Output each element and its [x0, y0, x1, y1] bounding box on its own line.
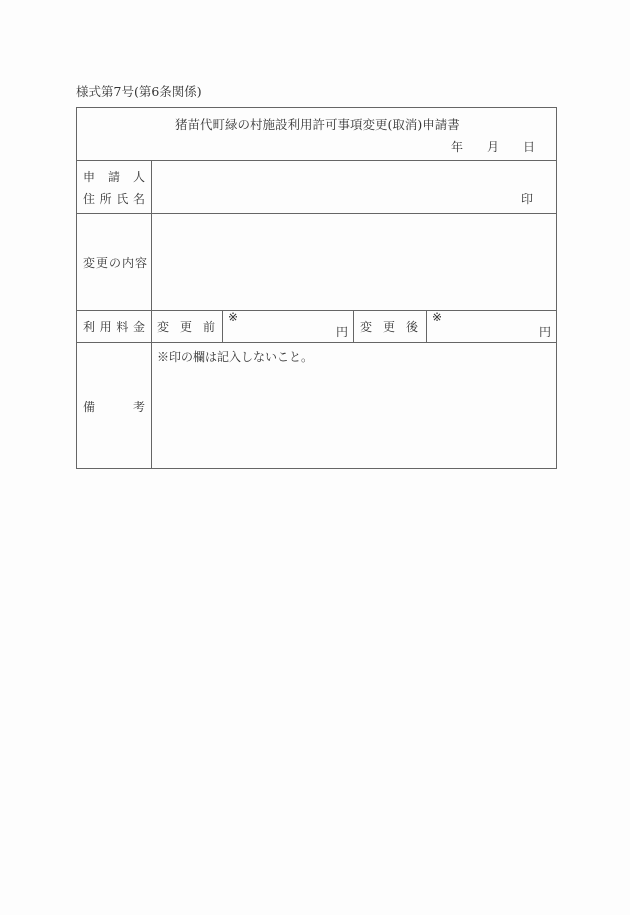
office-use-mark: ※ [432, 310, 443, 324]
divider [353, 310, 354, 342]
fee-after-label [360, 320, 418, 334]
label-char: 金 [132, 320, 145, 334]
applicant-input-area[interactable] [152, 161, 556, 213]
date-month-field[interactable]: 月 [487, 140, 500, 154]
label-char: 更 [179, 320, 192, 334]
label-char: 所 [99, 192, 112, 206]
label-char: 住 [83, 192, 96, 206]
yen-unit: 円 [335, 325, 348, 339]
label-char: 用 [99, 320, 112, 334]
remarks-label [83, 400, 145, 414]
change-content-input-area[interactable] [152, 214, 556, 310]
fee-before-input[interactable] [223, 311, 353, 342]
seal-mark: 印 [521, 192, 534, 206]
label-char: 変 [157, 320, 170, 334]
label-char: 更 [382, 320, 395, 334]
fee-before-label [157, 320, 215, 334]
date-day-field[interactable]: 日 [523, 140, 536, 154]
yen-unit: 円 [538, 325, 551, 339]
fee-label [83, 320, 145, 334]
label-char: 人 [132, 170, 145, 184]
form-title: 猪苗代町緑の村施設利用許可事項変更(取消)申請書 [175, 117, 460, 132]
remarks-note: ※印の欄は記入しないこと。 [157, 350, 314, 364]
label-char: 変 [360, 320, 373, 334]
office-use-mark: ※ [228, 310, 239, 324]
applicant-label-line1 [83, 170, 145, 184]
date-year-field[interactable]: 年 [451, 140, 464, 154]
label-char: 料 [116, 320, 129, 334]
label-char: 前 [202, 320, 215, 334]
label-char: 利 [83, 320, 96, 334]
fee-after-input[interactable] [427, 311, 556, 342]
label-char: 備 [83, 400, 96, 414]
change-content-label: 変更の内容 [83, 256, 149, 270]
label-char: 請 [107, 170, 120, 184]
label-char: 氏 [116, 192, 129, 206]
application-form-table [76, 107, 557, 469]
label-char: 後 [405, 320, 418, 334]
applicant-label-line2 [83, 192, 145, 206]
form-number: 様式第7号(第6条関係) [76, 84, 202, 99]
label-char: 考 [132, 400, 145, 414]
label-char: 申 [83, 170, 96, 184]
label-char: 名 [132, 192, 145, 206]
remarks-input-area[interactable] [152, 343, 556, 468]
